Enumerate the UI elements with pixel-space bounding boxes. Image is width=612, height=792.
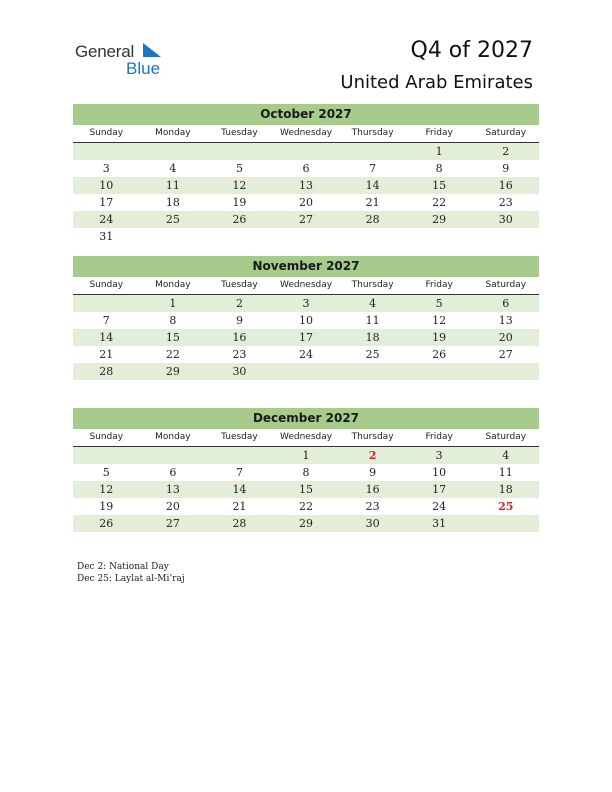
day-cell: 27: [498, 348, 513, 361]
weekday-label: Thursday: [351, 432, 394, 442]
day-cell: [406, 228, 473, 245]
day-cell: [339, 363, 406, 380]
day-cell: [140, 447, 207, 464]
weekday-label: Friday: [425, 280, 453, 290]
day-cell: [273, 363, 340, 380]
month-title: December 2027: [73, 408, 539, 429]
day-cell: 1: [169, 297, 177, 310]
page-title: Q4 of 2027: [410, 38, 533, 63]
day-cell: 31: [99, 230, 114, 243]
week-row: [73, 498, 539, 515]
day-cell: 19: [432, 331, 447, 344]
weekday-label: Saturday: [485, 280, 527, 290]
day-cell: 7: [235, 466, 243, 479]
day-cell: 24: [99, 213, 114, 226]
weekday-label: Wednesday: [279, 128, 333, 138]
day-cell: 21: [99, 348, 114, 361]
weekday-label: Monday: [155, 128, 191, 138]
day-cell: [206, 228, 273, 245]
logo-flag-icon: [141, 43, 163, 59]
day-cell: 30: [232, 365, 247, 378]
month-title: October 2027: [73, 104, 539, 125]
weekday-label: Sunday: [89, 128, 124, 138]
day-cell: 22: [165, 348, 180, 361]
day-cell: 6: [169, 466, 177, 479]
day-cell: 22: [432, 196, 447, 209]
week-row: [73, 143, 539, 160]
logo-general-text: General: [75, 42, 135, 61]
day-cell: 26: [432, 348, 447, 361]
day-cell: 30: [498, 213, 513, 226]
day-cell: 18: [365, 331, 380, 344]
day-cell: [339, 228, 406, 245]
day-cell: 29: [432, 213, 447, 226]
weekday-label: Sunday: [89, 280, 124, 290]
week-row: [73, 515, 539, 532]
day-cell: [73, 143, 140, 160]
day-cell: 12: [99, 483, 114, 496]
day-cell: 10: [99, 179, 114, 192]
day-cell: 11: [498, 466, 513, 479]
day-cell: 28: [232, 517, 247, 530]
day-cell: 7: [369, 162, 377, 175]
week-row: [73, 312, 539, 329]
weekday-label: Thursday: [351, 280, 394, 290]
day-cell: 21: [232, 500, 247, 513]
day-cell: 2: [502, 145, 510, 158]
day-cell: 23: [232, 348, 247, 361]
day-cell: [339, 143, 406, 160]
day-cell: 19: [232, 196, 247, 209]
day-cell: 19: [99, 500, 114, 513]
day-cell: 20: [498, 331, 513, 344]
day-cell: 14: [365, 179, 380, 192]
day-cell: 9: [235, 314, 243, 327]
day-cell: 1: [302, 449, 310, 462]
day-cell: [472, 515, 539, 532]
day-cell: 13: [299, 179, 314, 192]
country-name: United Arab Emirates: [340, 72, 533, 93]
week-row: [73, 160, 539, 177]
day-cell: 3: [302, 297, 310, 310]
week-row: [73, 447, 539, 464]
day-cell: [206, 143, 273, 160]
month-title: November 2027: [73, 256, 539, 277]
day-cell: 31: [432, 517, 447, 530]
day-cell: 15: [432, 179, 447, 192]
day-cell: 8: [302, 466, 310, 479]
weekday-label: Monday: [155, 280, 191, 290]
day-cell: 23: [365, 500, 380, 513]
weekday-label: Friday: [425, 432, 453, 442]
weekday-label: Wednesday: [279, 432, 333, 442]
day-cell: 25: [365, 348, 380, 361]
day-cell: 20: [299, 196, 314, 209]
week-row: [73, 464, 539, 481]
day-cell: 3: [435, 449, 443, 462]
day-cell: 5: [235, 162, 243, 175]
day-cell: 5: [435, 297, 443, 310]
day-cell: 17: [432, 483, 447, 496]
weekday-header-row: [73, 429, 539, 447]
day-cell: 16: [232, 331, 247, 344]
weekday-label: Wednesday: [279, 280, 333, 290]
day-cell: 18: [498, 483, 513, 496]
day-cell: 27: [165, 517, 180, 530]
weekday-label: Thursday: [351, 128, 394, 138]
day-cell: [472, 363, 539, 380]
day-cell: 28: [99, 365, 114, 378]
day-cell: 10: [299, 314, 314, 327]
logo-blue-text: Blue: [126, 59, 161, 78]
day-cell: 3: [102, 162, 110, 175]
day-cell: [73, 447, 140, 464]
day-cell: 14: [232, 483, 247, 496]
day-cell: [273, 143, 340, 160]
day-cell: 30: [365, 517, 380, 530]
month-calendar: [73, 104, 539, 245]
day-cell: 8: [169, 314, 177, 327]
day-cell: 28: [365, 213, 380, 226]
day-cell: 11: [165, 179, 180, 192]
day-cell: 12: [232, 179, 247, 192]
day-cell: [273, 228, 340, 245]
month-calendar: [73, 256, 539, 380]
day-cell: 13: [165, 483, 180, 496]
day-cell: [140, 143, 207, 160]
day-cell: 10: [432, 466, 447, 479]
day-cell: 16: [498, 179, 513, 192]
weekday-label: Tuesday: [221, 432, 258, 442]
day-cell: 16: [365, 483, 380, 496]
week-row: [73, 177, 539, 194]
day-cell: 7: [102, 314, 110, 327]
week-row: [73, 295, 539, 312]
day-cell: [406, 363, 473, 380]
day-cell: 26: [99, 517, 114, 530]
weekday-label: Sunday: [89, 432, 124, 442]
day-cell: 12: [432, 314, 447, 327]
day-cell: 1: [435, 145, 443, 158]
day-cell: 4: [502, 449, 510, 462]
day-cell: [73, 295, 140, 312]
month-calendar: [73, 408, 539, 532]
day-cell: 9: [502, 162, 510, 175]
day-cell: 14: [99, 331, 114, 344]
day-cell: 18: [165, 196, 180, 209]
holiday-note: Dec 25: Laylat al-Mi’raj: [77, 574, 185, 584]
day-cell: 5: [102, 466, 110, 479]
day-cell: 4: [169, 162, 177, 175]
week-row: [73, 211, 539, 228]
week-row: [73, 329, 539, 346]
holiday-day-cell: 25: [498, 500, 514, 513]
weekday-label: Saturday: [485, 128, 527, 138]
day-cell: [140, 228, 207, 245]
day-cell: 6: [302, 162, 310, 175]
day-cell: 24: [299, 348, 314, 361]
day-cell: 26: [232, 213, 247, 226]
holiday-note: Dec 2: National Day: [77, 562, 169, 572]
day-cell: 11: [365, 314, 380, 327]
day-cell: 22: [299, 500, 314, 513]
weekday-label: Tuesday: [221, 128, 258, 138]
day-cell: 29: [165, 365, 180, 378]
generalblue-logo: [75, 42, 175, 78]
day-cell: 21: [365, 196, 380, 209]
day-cell: 23: [498, 196, 513, 209]
day-cell: 13: [498, 314, 513, 327]
day-cell: 17: [299, 331, 314, 344]
week-row: [73, 363, 539, 380]
day-cell: 15: [165, 331, 180, 344]
day-cell: [206, 447, 273, 464]
day-cell: 4: [369, 297, 377, 310]
weekday-header-row: [73, 277, 539, 295]
weekday-label: Tuesday: [221, 280, 258, 290]
day-cell: 15: [299, 483, 314, 496]
day-cell: [472, 228, 539, 245]
weekday-header-row: [73, 125, 539, 143]
day-cell: 29: [299, 517, 314, 530]
day-cell: 9: [369, 466, 377, 479]
day-cell: 17: [99, 196, 114, 209]
week-row: [73, 346, 539, 363]
weekday-label: Saturday: [485, 432, 527, 442]
week-row: [73, 481, 539, 498]
weekday-label: Friday: [425, 128, 453, 138]
week-row: [73, 228, 539, 245]
day-cell: 6: [502, 297, 510, 310]
day-cell: 24: [432, 500, 447, 513]
day-cell: 27: [299, 213, 314, 226]
day-cell: 25: [165, 213, 180, 226]
day-cell: 20: [165, 500, 180, 513]
day-cell: 2: [235, 297, 243, 310]
holiday-notes: [77, 561, 185, 585]
day-cell: 8: [435, 162, 443, 175]
week-row: [73, 194, 539, 211]
weekday-label: Monday: [155, 432, 191, 442]
holiday-day-cell: 2: [368, 449, 377, 462]
